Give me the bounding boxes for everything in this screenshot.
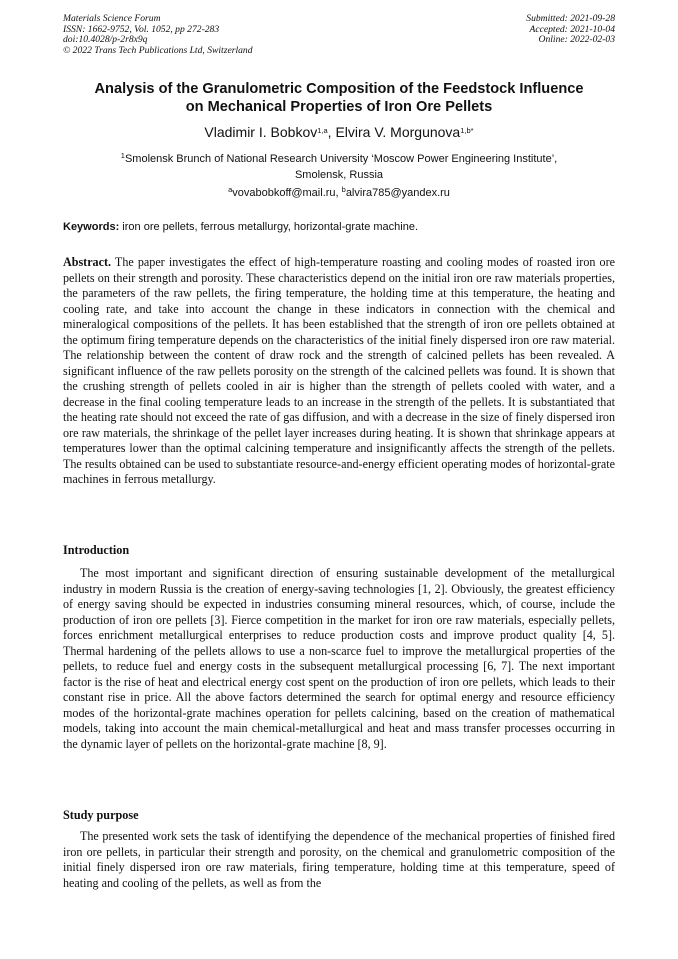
author-separator: , <box>327 124 336 140</box>
journal-issn: ISSN: 1662-9752, Vol. 1052, pp 272-283 <box>63 23 220 35</box>
online-date: Online: 2022-02-03 <box>538 34 615 46</box>
email-b-link[interactable]: alvira785@yandex.ru <box>345 187 450 199</box>
affiliation-line-2: Smolensk, Russia <box>294 169 384 181</box>
journal-copyright: © 2022 Trans Tech Publications Ltd, Switzerland <box>63 44 253 56</box>
introduction-paragraph: The most important and significant direction of ensuring sustainable development of the metallurgical industry in modern Russia is the creation of energy-saving technologies [1, 2]. Obviously, the greatest efficiency of energy saving should be expected in industries consuming mineral resources, which, of course, include the production of iron ore pellets [3]. Fierce competition in the market for iron ore raw materials, especially pellets, forces enrichment metallurgical enterprises to reduce production costs and improve product quality [4, 5]. Thermal hardening of the pellets allows to use a non-scarce fuel to improve the metallurgical properties of the pellets, to reduce fuel and energy costs in the subsequent metallurgical processing [6, 7]. The next important factor is the rise of heat and electrical energy cost spent on the production of iron ore pellets, which leads to their constant rise in price. All the above factors determined the search for optimal energy and resource efficiency modes of the horizontal-grate machines operation for pellets calcining, based on the creation of mathematical models, taking into account the main chemical-metallurgical and heat and mass transfer processes occurring in the dynamic layer of pellets on the horizontal-grate machine [8, 9]. <box>63 566 615 751</box>
author-2-affiliation-mark: 1,b* <box>460 126 474 135</box>
submitted-date: Submitted: 2021-09-28 <box>526 13 615 24</box>
abstract <box>63 255 615 488</box>
study-purpose-heading: Study purpose <box>63 808 139 822</box>
journal-header-right <box>526 14 615 46</box>
affiliation-text: Smolensk Brunch of National Research University ‘Moscow Power Engineering Institute’, <box>124 153 558 165</box>
abstract-label: Abstract. <box>63 255 112 269</box>
author-1-name: Vladimir I. Bobkov <box>204 124 318 140</box>
affiliation-mark: 1 <box>120 151 125 160</box>
study-purpose-paragraph: The presented work sets the task of identifying the dependence of the mechanical properties of finished fired iron ore pellets, in particular their strength and porosity, on the chemical and granulometric composition of the initial finely dispersed iron ore raw materials, firing temperature, holding time at this temperature, speed of heating and cooling of the pellets, as well as from the <box>63 829 615 890</box>
affiliation <box>60 151 618 183</box>
email-a-link[interactable]: vovabobkoff@mail.ru, <box>232 187 342 199</box>
keywords-label: Keywords: <box>63 221 120 233</box>
keywords <box>63 220 615 235</box>
paper-title-line-2: on Mechanical Properties of Iron Ore Pellets <box>185 99 493 115</box>
introduction-heading: Introduction <box>63 543 130 557</box>
affiliation-line-1 <box>60 151 618 167</box>
author-2-name: Elvira V. Morgunova <box>335 124 461 140</box>
email-a-mark: a <box>228 185 233 194</box>
author-list <box>40 123 638 141</box>
author-emails <box>40 185 638 201</box>
author-1-affiliation-mark: 1,a <box>317 126 328 135</box>
journal-doi[interactable]: doi:10.4028/p-2r8x9q <box>63 34 148 46</box>
abstract-text: The paper investigates the effect of high-temperature roasting and cooling modes of roasted iron ore pellets on their strength and porosity. These characteristics depend on the initial iron ore raw materials properties, the parameters of the raw pellets, the firing temperature, the holding time at this temperature, the heating and cooling rate, and take into account the change in these indicators in connection with the chemical and mineralogical compositions of the pellets. It has been established that the strength of iron ore pellets obtained at the optimum firing temperature depends on the characteristics of the initial finely dispersed iron ore raw material. The relationship between the content of draw rock and the strength of calcined pellets has been revealed. A significant influence of the raw pellets porosity on the strength of the calcined pellets was found. It is shown that the crushing strength of pellets cooled in air is higher than the strength of pellets cooled with water, and a decrease in the final cooling temperature leads to an increase in the strength of the pellets. It is substantiated that the heating rate should not exceed the rate of gas diffusion, and with a decrease in the size of finely dispersed iron ore raw materials, the shrinkage of the pellet layer increases during heating. It is shown that shrinkage appears at temperatures lower than the optimal calcining temperature and insignificantly affects the strength of the pellets. The results obtained can be used to substantiate resource-and-energy efficient operating modes of horizontal-grate machines in ferrous metallurgy. <box>63 255 615 486</box>
paper-title-line-1: Analysis of the Granulometric Composition of the Feedstock Influence <box>94 81 584 97</box>
journal-name: Materials Science Forum <box>63 13 161 24</box>
paper-title <box>40 80 638 116</box>
journal-header-left <box>63 14 253 56</box>
email-b-mark: b <box>341 185 346 194</box>
keywords-text: iron ore pellets, ferrous metallurgy, horizontal-grate machine. <box>119 221 419 233</box>
accepted-date: Accepted: 2021-10-04 <box>529 23 615 35</box>
